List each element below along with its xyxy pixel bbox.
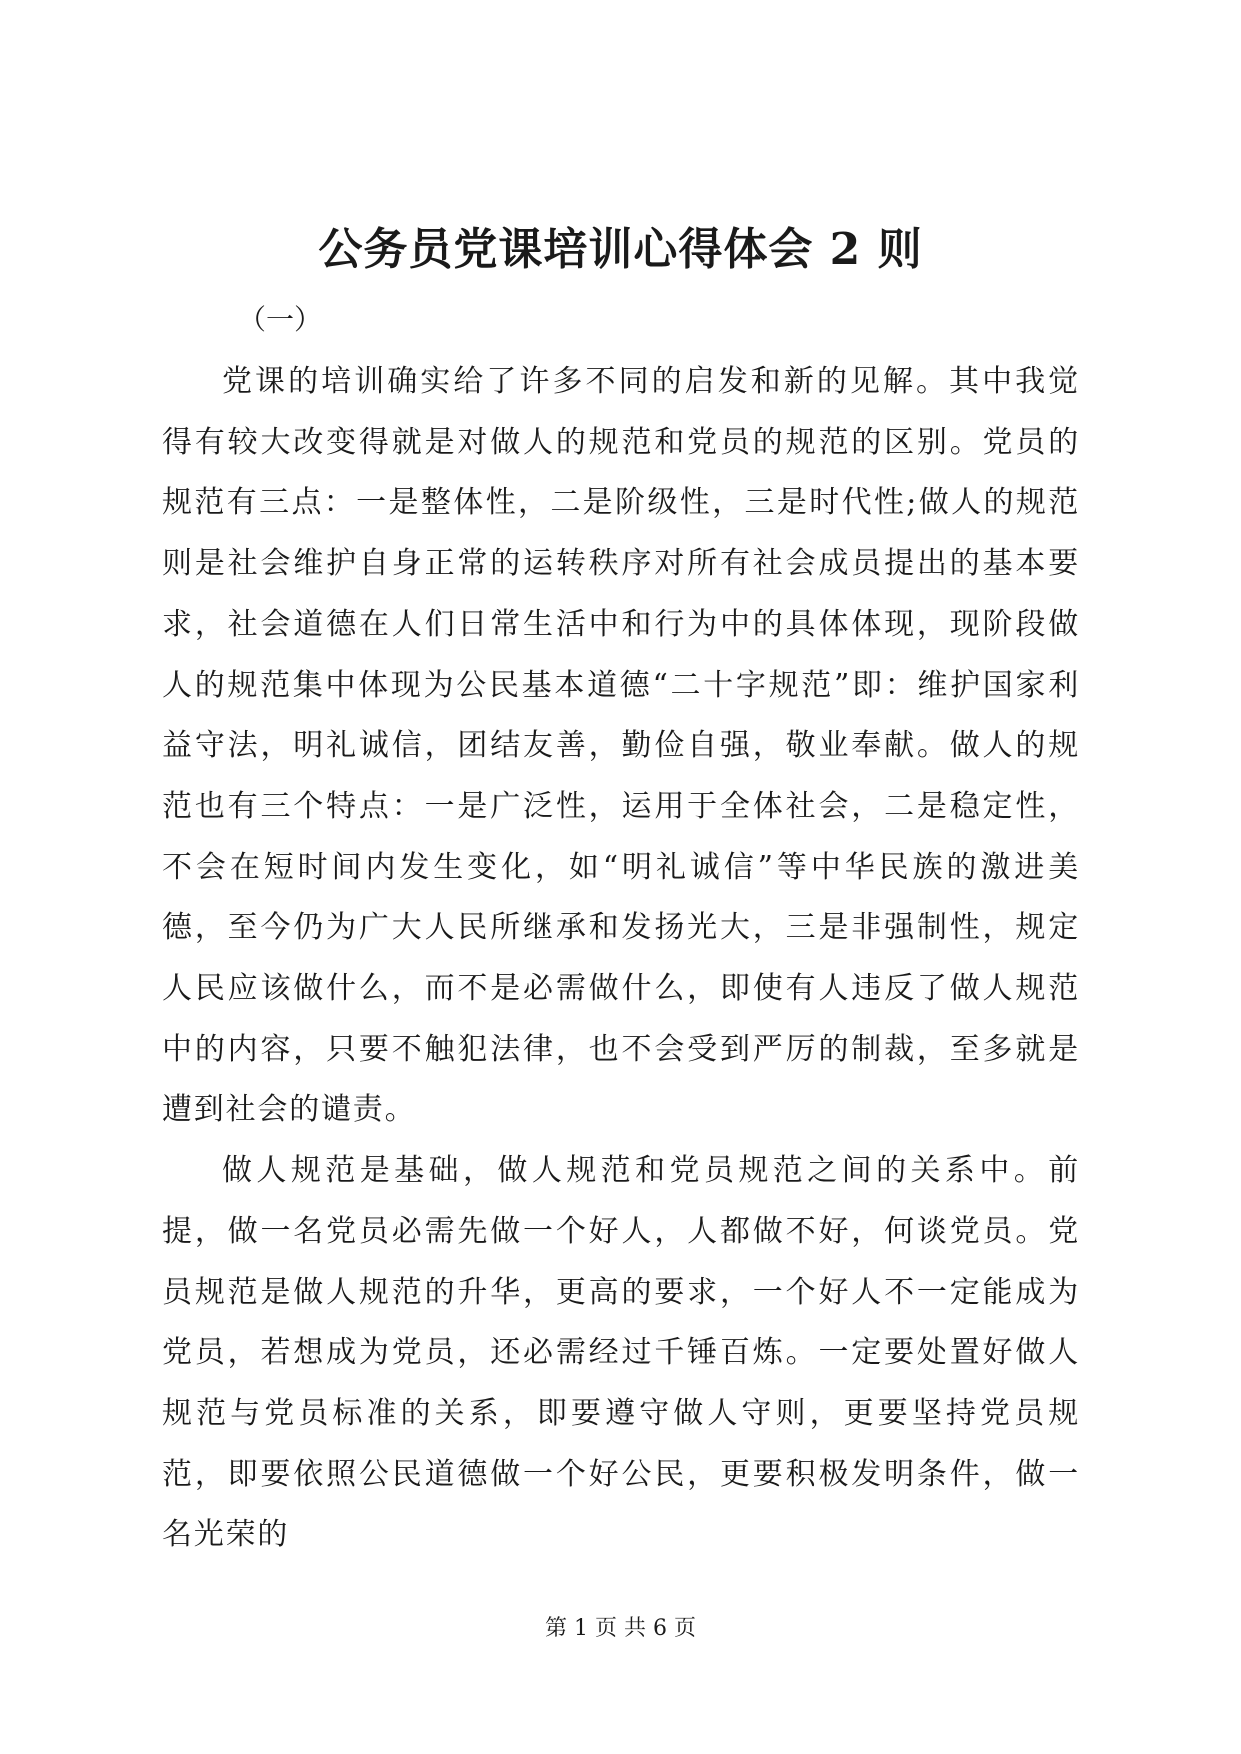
section-label: （一） bbox=[238, 303, 323, 336]
paragraph-2: 做人规范是基础，做人规范和党员规范之间的关系中。前提，做一名党员必需先做一个好人，人都做不好，何谈党员。党员规范是做人规范的升华，更高的要求，一个好人不一定能成为党员，若想成为党员，还必需经过千锤百炼。一定要处置好做人规范与党员标准的关系，即要遵守做人守则，更要坚持党员规范，即要依照公民道德做一个好公民，更要积极发明条件，做一名光荣的 bbox=[162, 1153, 1080, 1553]
page-footer: 第 1 页 共 6 页 bbox=[545, 1616, 696, 1641]
document-title: 公务员党课培训心得体会 2 则 bbox=[318, 224, 923, 275]
paragraph-1: 党课的培训确实给了许多不同的启发和新的见解。其中我觉得有较大改变得就是对做人的规范和党员的规范的区别。党员的规范有三点：一是整体性，二是阶级性，三是时代性;做人的规范则是社会维护自身正常的运转秩序对所有社会成员提出的基本要求，社会道德在人们日常生活中和行为中的具体体现，现阶段做人的规范集中体现为公民基本道德“二十字规范”即：维护国家利益守法，明礼诚信，团结友善，勤俭自强，敬业奉献。做人的规范也有三个特点：一是广泛性，运用于全体社会，二是稳定性，不会在短时间内发生变化，如“明礼诚信”等中华民族的激进美德，至今仍为广大人民所继承和发扬光大，三是非强制性，规定人民应该做什么，而不是必需做什么，即使有人违反了做人规范中的内容，只要不触犯法律，也不会受到严厉的制裁，至多就是遭到社会的谴责。 bbox=[162, 364, 1080, 1128]
document-body bbox=[162, 352, 1080, 1566]
